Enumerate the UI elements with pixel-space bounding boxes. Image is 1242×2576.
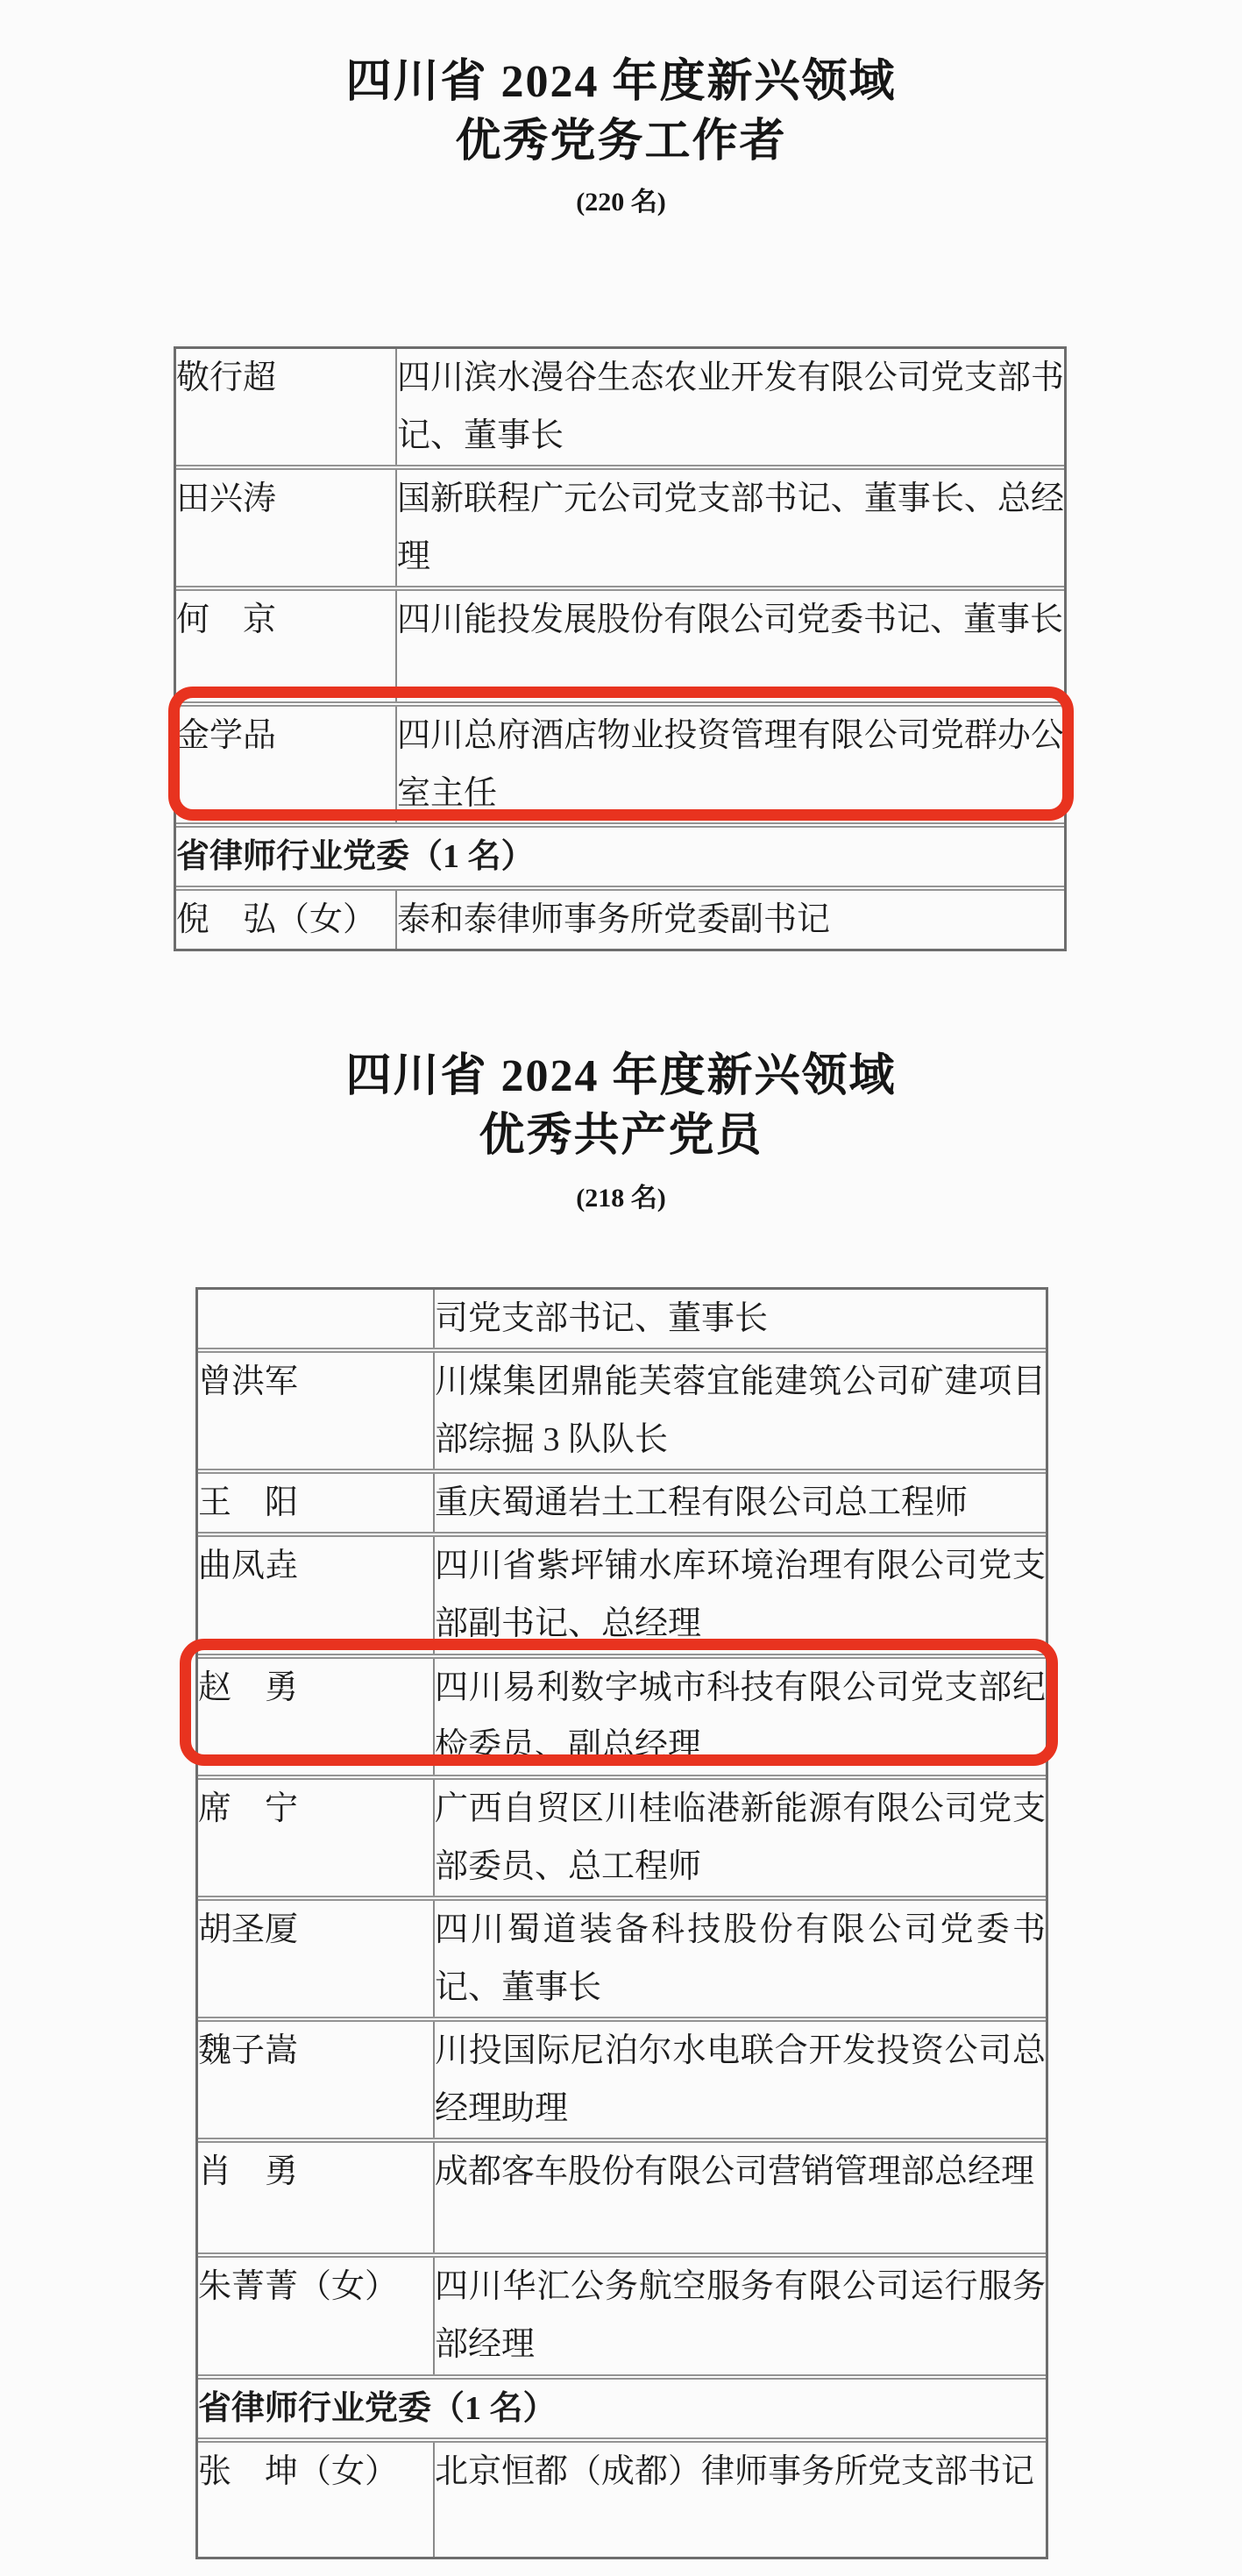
awardee-position: 重庆蜀通岩土工程有限公司总工程师 <box>434 1471 1046 1534</box>
table-row <box>198 1777 1046 1898</box>
table-row <box>198 2019 1046 2140</box>
awardee-name: 魏子嵩 <box>198 2019 434 2140</box>
section-header-row <box>176 825 1064 888</box>
party-workers-title-line2: 优秀党务工作者 <box>455 117 787 167</box>
awardee-position: 川煤集团鼎能芙蓉宜能建筑公司矿建项目部综掘 3 队队长 <box>434 1350 1046 1471</box>
party-workers-title-line1: 四川省 2024 年度新兴领域 <box>345 57 897 107</box>
party-members-table <box>195 1287 1048 2559</box>
table-row <box>176 888 1064 949</box>
table-row <box>198 2140 1046 2255</box>
awardee-position: 泰和泰律师事务所党委副书记 <box>396 888 1064 949</box>
awardee-position: 北京恒都（成都）律师事务所党支部书记 <box>434 2440 1046 2557</box>
awardee-name <box>198 1290 434 1350</box>
awardee-name: 朱菁菁（女） <box>198 2255 434 2377</box>
table-row-continuation <box>198 1290 1046 1350</box>
awardee-position: 四川能投发展股份有限公司党委书记、董事长 <box>396 588 1064 704</box>
awardee-position: 四川蜀道装备科技股份有限公司党委书记、董事长 <box>434 1898 1046 2019</box>
awardee-position: 成都客车股份有限公司营销管理部总经理 <box>434 2140 1046 2255</box>
awardee-name: 金学品 <box>176 704 396 825</box>
awardee-position: 川投国际尼泊尔水电联合开发投资公司总经理助理 <box>434 2019 1046 2140</box>
party-members-title-line2: 优秀共产党员 <box>479 1111 763 1161</box>
awardee-name: 赵 勇 <box>198 1656 434 1777</box>
table-row <box>198 1898 1046 2019</box>
awardee-name: 敬行超 <box>176 349 396 467</box>
awardee-name: 张 坤（女） <box>198 2440 434 2557</box>
awardee-name: 胡圣厦 <box>198 1898 434 2019</box>
awardee-name: 席 宁 <box>198 1777 434 1898</box>
table-row <box>198 1471 1046 1534</box>
party-members-count-note: (218 名) <box>576 1184 666 1213</box>
party-members-title-line1: 四川省 2024 年度新兴领域 <box>345 1051 897 1101</box>
table-row <box>198 1350 1046 1471</box>
awardee-position: 四川总府酒店物业投资管理有限公司党群办公室主任 <box>396 704 1064 825</box>
table-row-highlighted <box>176 704 1064 825</box>
awardee-name: 曲凤垚 <box>198 1534 434 1656</box>
party-workers-table <box>174 346 1067 951</box>
awardee-name: 何 京 <box>176 588 396 704</box>
section-header-label: 省律师行业党委（1 名） <box>176 825 1064 888</box>
awardee-position: 四川滨水漫谷生态农业开发有限公司党支部书记、董事长 <box>397 359 1064 454</box>
section-header-label: 省律师行业党委（1 名） <box>198 2377 1046 2440</box>
party-workers-count-note: (220 名) <box>576 188 666 217</box>
awardee-position: 广西自贸区川桂临港新能源有限公司党支部委员、总工程师 <box>434 1777 1046 1898</box>
awardee-position: 四川省紫坪铺水库环境治理有限公司党支部副书记、总经理 <box>434 1534 1046 1656</box>
awardee-name: 王 阳 <box>198 1471 434 1534</box>
awardee-position: 四川华汇公务航空服务有限公司运行服务部经理 <box>434 2255 1046 2377</box>
table-row-highlighted <box>198 1656 1046 1777</box>
table-row <box>176 467 1064 588</box>
awardee-name: 倪 弘（女） <box>176 888 396 949</box>
section-header-row <box>198 2377 1046 2440</box>
awardee-position: 四川易利数字城市科技有限公司党支部纪检委员、副总经理 <box>434 1656 1046 1777</box>
awardee-position: 司党支部书记、董事长 <box>435 1300 769 1337</box>
awardee-name: 肖 勇 <box>198 2140 434 2255</box>
awardee-name: 曾洪军 <box>198 1350 434 1471</box>
table-row <box>176 349 1064 467</box>
table-row <box>198 1534 1046 1656</box>
table-row <box>198 2255 1046 2377</box>
table-row <box>198 2440 1046 2557</box>
awardee-position: 国新联程广元公司党支部书记、董事长、总经理 <box>396 467 1064 588</box>
table-row <box>176 588 1064 704</box>
awardee-name: 田兴涛 <box>176 467 396 588</box>
